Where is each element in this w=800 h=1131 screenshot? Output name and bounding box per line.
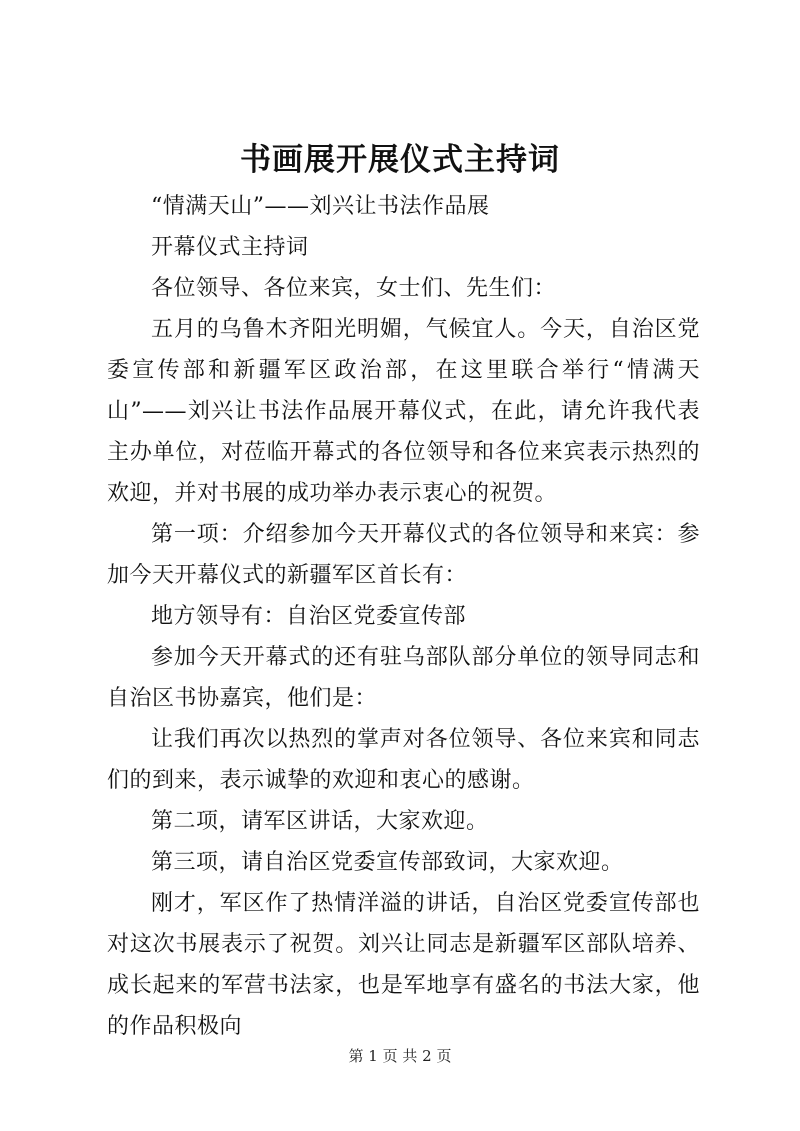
page-number: 第 1 页 共 2 页 — [348, 1047, 452, 1065]
paragraph-other-guests: 参加今天开幕式的还有驻乌部队部分单位的领导同志和自治区书协嘉宾，他们是： — [107, 645, 700, 711]
paragraph-greeting: 各位领导、各位来宾，女士们、先生们： — [151, 276, 557, 301]
paragraph-exhibition-name: “情满天山”——刘兴让书法作品展 — [151, 194, 490, 219]
paragraph-opening: 五月的乌鲁木齐阳光明媚，气候宜人。今天，自治区党委宣传部和新疆军区政治部，在这里联合举行“情满天山”——刘兴让书法作品展开幕仪式，在此，请允许我代表主办单位，对莅临开幕式的各位领导和各位来宾表示热烈的欢迎，并对书展的成功举办表示衷心的祝贺。 — [107, 317, 700, 506]
document-title: 书画展开展仪式主持词 — [240, 142, 560, 178]
paragraph-subtitle: 开幕仪式主持词 — [151, 235, 309, 260]
document-body — [107, 186, 700, 1047]
paragraph-closing-remarks: 刚才，军区作了热情洋溢的讲话，自治区党委宣传部也对这次书展表示了祝贺。刘兴让同志是新疆军区部队培养、成长起来的军营书法家，也是军地享有盛名的书法大家，他的作品积极向 — [107, 891, 700, 1039]
paragraph-item-one: 第一项：介绍参加今天开幕仪式的各位领导和来宾：参加今天开幕仪式的新疆军区首长有： — [107, 522, 700, 588]
paragraph-applause: 让我们再次以热烈的掌声对各位领导、各位来宾和同志们的到来，表示诚挚的欢迎和衷心的感谢。 — [107, 727, 700, 793]
paragraph-local-leaders: 地方领导有：自治区党委宣传部 — [151, 604, 467, 629]
paragraph-item-two: 第二项，请军区讲话，大家欢迎。 — [151, 809, 489, 834]
paragraph-item-three: 第三项，请自治区党委宣传部致词，大家欢迎。 — [151, 850, 624, 875]
